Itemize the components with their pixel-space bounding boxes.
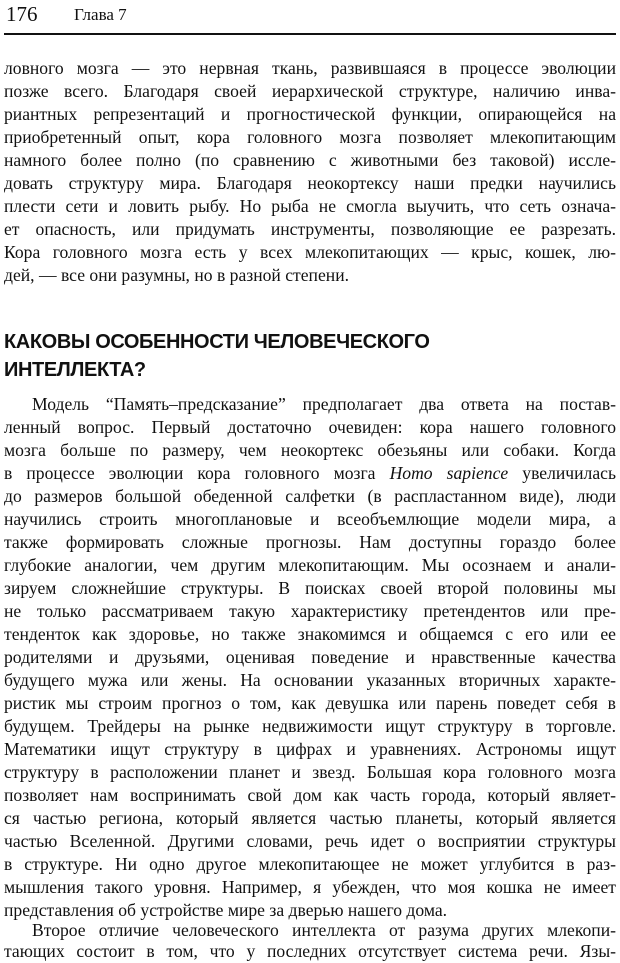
italic-species-name: Homo sapience	[389, 463, 509, 483]
text-line: приобретенный опыт, кора головного мозга позволяет млекопитающим	[4, 127, 616, 147]
text-line: Второе отличие человеческого интеллекта от разума других млекопи-	[32, 920, 616, 940]
text-line: намного более полно (по сравнению с животными без таковой) иссле-	[4, 150, 616, 170]
text-line: Кора головного мозга есть у всех млекопитающих — крыс, кошек, лю-	[4, 242, 616, 262]
text-line: мышления такого уровня. Например, я убежден, что моя кошка не имеет	[4, 877, 616, 897]
text-line: риантных репрезентаций и прогностической функции, опирающейся на	[4, 104, 616, 124]
text-line: структуру в расположении планет и звезд. Большая кора головного мозга	[4, 762, 616, 782]
text-line: научились строить многоплановые и всеобъемлющие модели мира, а	[4, 509, 616, 529]
text-line: тенденток как здоровье, но также знакомимся и общаемся с его или ее	[4, 624, 616, 644]
section-heading-line: КАКОВЫ ОСОБЕННОСТИ ЧЕЛОВЕЧЕСКОГО	[4, 331, 430, 353]
text-line: частью Вселенной. Другими словами, речь идет о восприятии структуры	[4, 831, 616, 851]
text-line: Математики ищут структуру в цифрах и уравнениях. Астрономы ищут	[4, 739, 616, 759]
section-heading-line: ИНТЕЛЛЕКТА?	[4, 359, 146, 381]
text-line: Модель “Память–предсказание” предполагает два ответа на постав-	[32, 394, 616, 414]
text-line: представления об устройстве мире за дверью нашего дома.	[4, 900, 448, 920]
text-fragment: увеличилась	[508, 463, 616, 483]
chapter-title: Глава 7	[74, 5, 127, 24]
text-line: зируем сложнейшие структуры. В поисках своей второй половины мы	[4, 578, 616, 598]
text-line: глубокие аналогии, чем другим млекопитающим. Мы осознаем и анали-	[4, 555, 616, 575]
text-line: позже всего. Благодаря своей иерархической структуре, наличию инва-	[4, 81, 616, 101]
text-line: мозга больше по размеру, чем неокортекс обезьяны или собаки. Когда	[4, 440, 616, 460]
text-line: ристик мы строим прогноз о том, как девушка или парень поведет себя в	[4, 693, 616, 713]
text-line: тающих состоит в том, что у последних отсутствует система речи. Язы-	[4, 941, 616, 961]
running-header	[4, 0, 616, 35]
text-line: ловного мозга — это нервная ткань, развившаяся в процессе эволюции	[4, 58, 616, 78]
text-line: будущем. Трейдеры на рынке недвижимости ищут структуру в торговле.	[4, 716, 616, 736]
text-line: довать структуру мира. Благодаря неокортексу наши предки научились	[4, 173, 616, 193]
text-line: позволяет нам воспринимать свой дом как часть города, который являет-	[4, 785, 616, 805]
text-line: родителями и друзьями, оценивая поведение и нравственные качества	[4, 647, 616, 667]
page-number: 176	[6, 2, 38, 26]
text-line: не только рассматриваем такую характеристику претендентов или пре-	[4, 601, 616, 621]
text-line: в структуре. Ни одно другое млекопитающее не может углубится в раз-	[4, 854, 616, 874]
text-line: ет опасность, или придумать инструменты, позволяющие ее разрезать.	[4, 219, 616, 239]
text-line: ленный вопрос. Первый достаточно очевиден: кора нашего головного	[4, 417, 616, 437]
text-line: плести сети и ловить рыбу. Но рыба не смогла выучить, что сеть означа-	[4, 196, 616, 216]
text-line: также формировать сложные прогнозы. Нам доступны гораздо более	[4, 532, 616, 552]
text-line: ся частью региона, который является частью планеты, который является	[4, 808, 616, 828]
text-line: дей, — все они разумны, но в разной степени.	[4, 265, 350, 285]
text-line-with-italic	[4, 463, 616, 483]
text-line: будущего мужа или жены. На основании указанных вторичных характе-	[4, 670, 616, 690]
text-line: до размеров большой обеденной салфетки (в распластанном виде), люди	[4, 486, 616, 506]
text-fragment: в процессе эволюции кора головного мозга	[4, 463, 390, 483]
